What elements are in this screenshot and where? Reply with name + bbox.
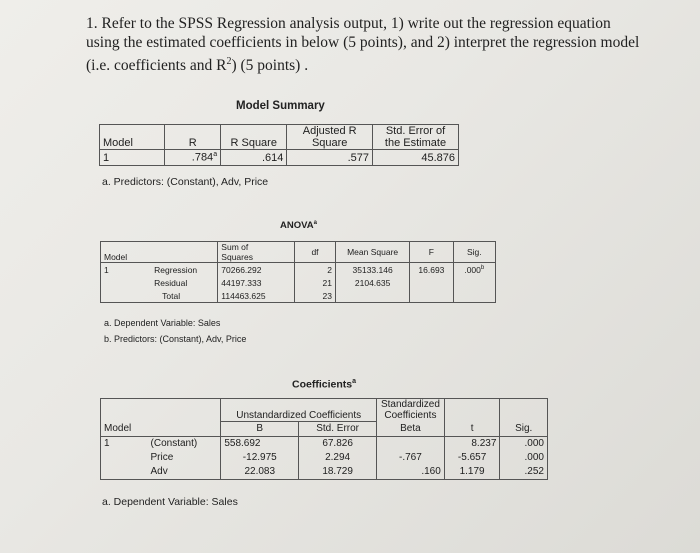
table-header-row — [100, 125, 459, 150]
question-text — [86, 14, 686, 75]
coefficients-footnote: a. Dependent Variable: Sales — [102, 496, 238, 508]
anova-table — [100, 241, 496, 303]
table-header-row: Model B Std. Error Beta t Sig. — [101, 421, 548, 436]
table-header-row — [101, 399, 548, 422]
table-header-row: Model Sum of Squares df Mean Square F Sig. — [101, 242, 496, 263]
question-line-3: (i.e. coefficients and $R^2$) (5 points) . — [86, 56, 309, 75]
col-standardized: Standardized Coefficients — [377, 399, 445, 422]
coefficients-title: Coefficients$^a$ — [292, 378, 356, 391]
question-line-1: 1. Refer to the SPSS Regression analysis output, 1) write out the regression equation — [86, 15, 611, 32]
coefficients-table — [100, 398, 548, 480]
model-summary-footnote: a. Predictors: (Constant), Adv, Price — [102, 176, 269, 188]
question-line-2: using the estimated coefficients in below (5 points), and 2) interpret the regression model — [86, 34, 640, 51]
anova-footnote-b: b. Predictors: (Constant), Adv, Price — [104, 334, 247, 344]
table-row: Residual 44197.333 21 2104.635 — [101, 276, 496, 289]
model-summary-title: Model Summary — [236, 100, 325, 112]
col-adj-r-square: Adjusted R Square — [287, 125, 373, 150]
col-std-error: Std. Error of the Estimate — [372, 125, 458, 150]
table-row: Adv 22.083 18.729 .160 1.179 .252 — [101, 465, 548, 480]
col-r-square: R Square — [221, 125, 287, 150]
model-summary-table — [99, 124, 459, 166]
table-row: Total 114463.625 23 — [101, 289, 496, 303]
col-model: Model — [100, 125, 165, 150]
anova-footnote-a: a. Dependent Variable: Sales — [104, 318, 221, 328]
table-row: 1 Regression 70266.292 2 35133.146 16.693 .000$^b$ — [101, 263, 496, 277]
col-unstandardized: Unstandardized Coefficients — [221, 399, 377, 422]
col-r: R — [165, 125, 221, 150]
col-sum-of-squares: Sum of Squares — [218, 242, 295, 263]
table-row: 1 .784$^a$ .614 .577 45.876 — [100, 150, 459, 166]
table-row: 1 (Constant) 558.692 67.826 8.237 .000 — [101, 436, 548, 451]
table-row: Price -12.975 2.294 -.767 -5.657 .000 — [101, 451, 548, 465]
anova-title: ANOVA$^a$ — [280, 220, 317, 232]
